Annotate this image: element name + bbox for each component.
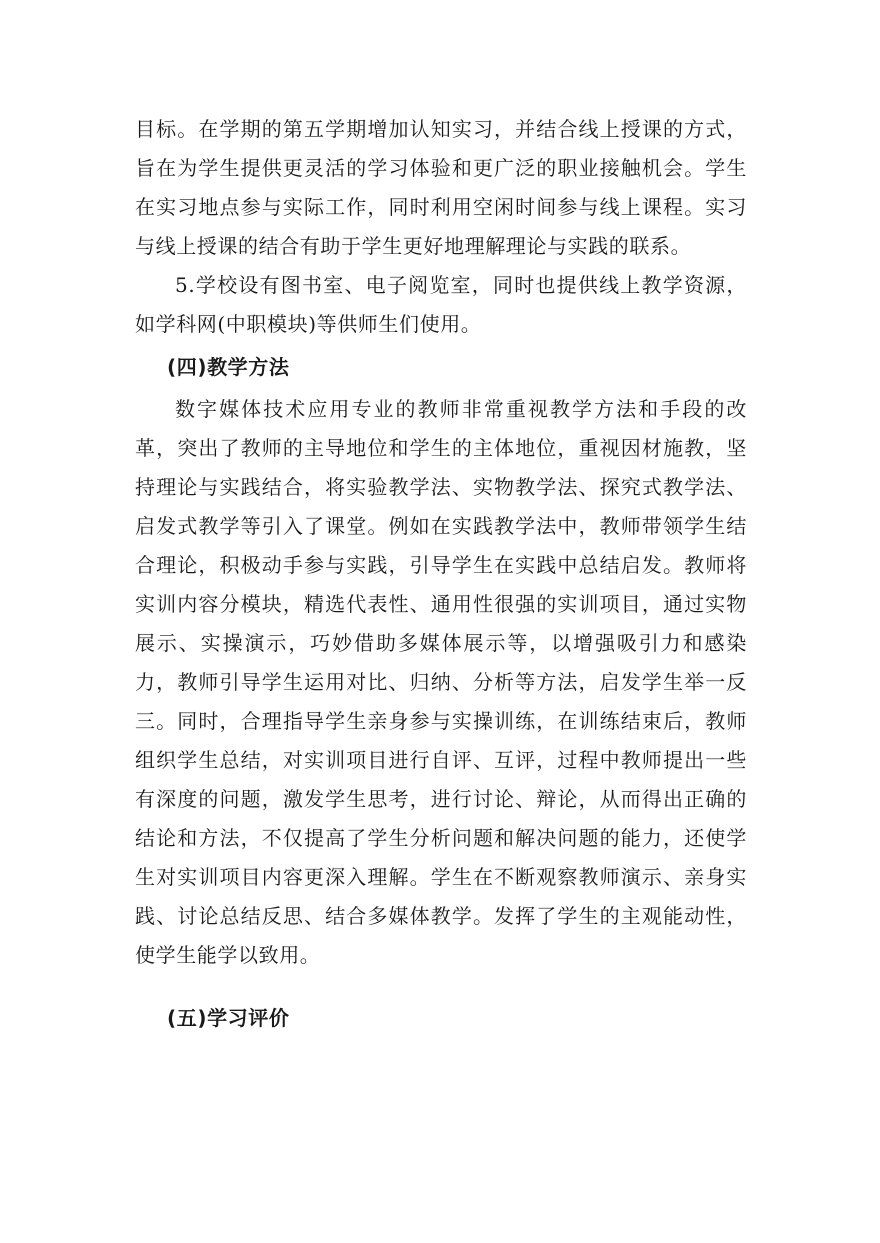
section-4-heading: (四)教学方法 (167, 355, 290, 379)
section-5-heading: (五)学习评价 (167, 1006, 290, 1030)
document-body (135, 110, 747, 1041)
continued-paragraph: 目标。在学期的第五学期增加认知实习，并结合线上授课的方式，旨在为学生提供更灵活的学习体验和更广泛的职业接触机会。学生在实习地点参与实际工作，同时利用空闲时间参与线上课程。实习与线上授课的结合有助于学生更好地理解理论与实践的联系。 (135, 117, 747, 258)
section-4-body: 数字媒体技术应用专业的教师非常重视教学方法和手段的改革，突出了教师的主导地位和学生的主体地位，重视因材施教，坚持理论与实践结合，将实验教学法、实物教学法、探究式教学法、启发式教学等引入了课堂。例如在实践教学法中，教师带领学生结合理论，积极动手参与实践，引导学生在实践中总结启发。教师将实训内容分模块，精选代表性、通用性很强的实训项目，通过实物展示、实操演示，巧妙借助多媒体展示等，以增强吸引力和感染力，教师引导学生运用对比、归纳、分析等方法，启发学生举一反三。同时，合理指导学生亲身参与实操训练，在训练结束后，教师组织学生总结，对实训项目进行自评、互评，过程中教师提出一些有深度的问题，激发学生思考，进行讨论、辩论，从而得出正确的结论和方法，不仅提高了学生分析问题和解决问题的能力，还使学生对实训项目内容更深入理解。学生在不断观察教师演示、亲身实践、讨论总结反思、结合多媒体教学。发挥了学生的主观能动性，使学生能学以致用。 (135, 397, 747, 967)
item-5-paragraph: 5.学校设有图书室、电子阅览室，同时也提供线上教学资源，如学科网(中职模块)等供师生们使用。 (135, 273, 747, 336)
